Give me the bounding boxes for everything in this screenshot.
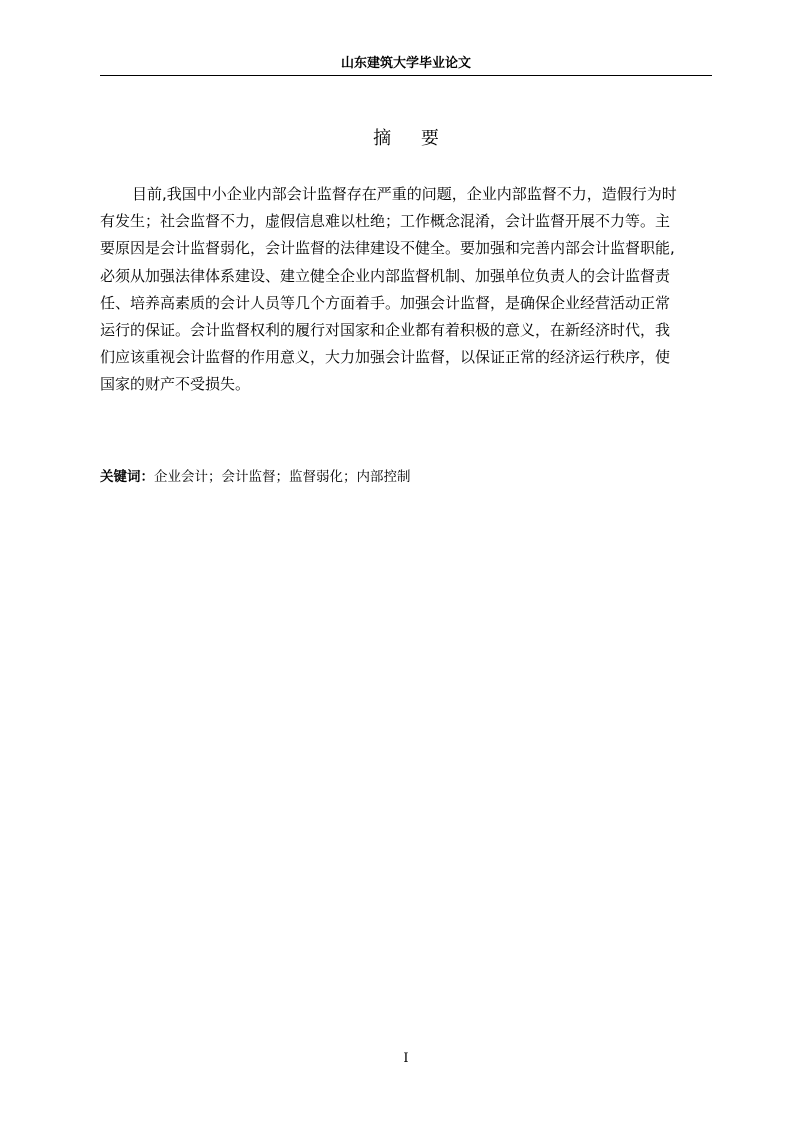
abstract-line: 们应该重视会计监督的作用意义，大力加强会计监督，以保证正常的经济运行秩序，使: [100, 348, 671, 367]
keywords-text: 企业会计；会计监督；监督弱化；内部控制: [154, 469, 411, 485]
page-number: I: [403, 1051, 409, 1066]
running-header: 山东建筑大学毕业论文: [340, 56, 471, 71]
keywords-label: 关键词：: [100, 469, 154, 485]
abstract-line: 目前,我国中小企业内部会计监督存在严重的问题，企业内部监督不力，造假行为时: [132, 185, 677, 203]
abstract-line: 运行的保证。会计监督权利的履行对国家和企业都有着积极的意义，在新经济时代，我: [100, 321, 671, 340]
abstract-paragraph: [100, 181, 712, 399]
keywords-line: [100, 467, 712, 487]
abstract-line: 任、培养高素质的会计人员等几个方面着手。加强会计监督，是确保企业经营活动正常: [100, 293, 671, 312]
abstract-line: 国家的财产不受损失。: [100, 375, 251, 394]
abstract-line: 有发生；社会监督不力，虚假信息难以杜绝；工作概念混淆，会计监督开展不力等。主: [100, 212, 671, 231]
header-divider: [100, 75, 712, 76]
abstract-heading: 摘 要: [373, 128, 451, 149]
abstract-line: 必须从加强法律体系建设、建立健全企业内部监督机制、加强单位负责人的会计监督责: [100, 266, 671, 285]
abstract-line: 要原因是会计监督弱化，会计监督的法律建设不健全。要加强和完善内部会计监督职能,: [100, 239, 675, 258]
